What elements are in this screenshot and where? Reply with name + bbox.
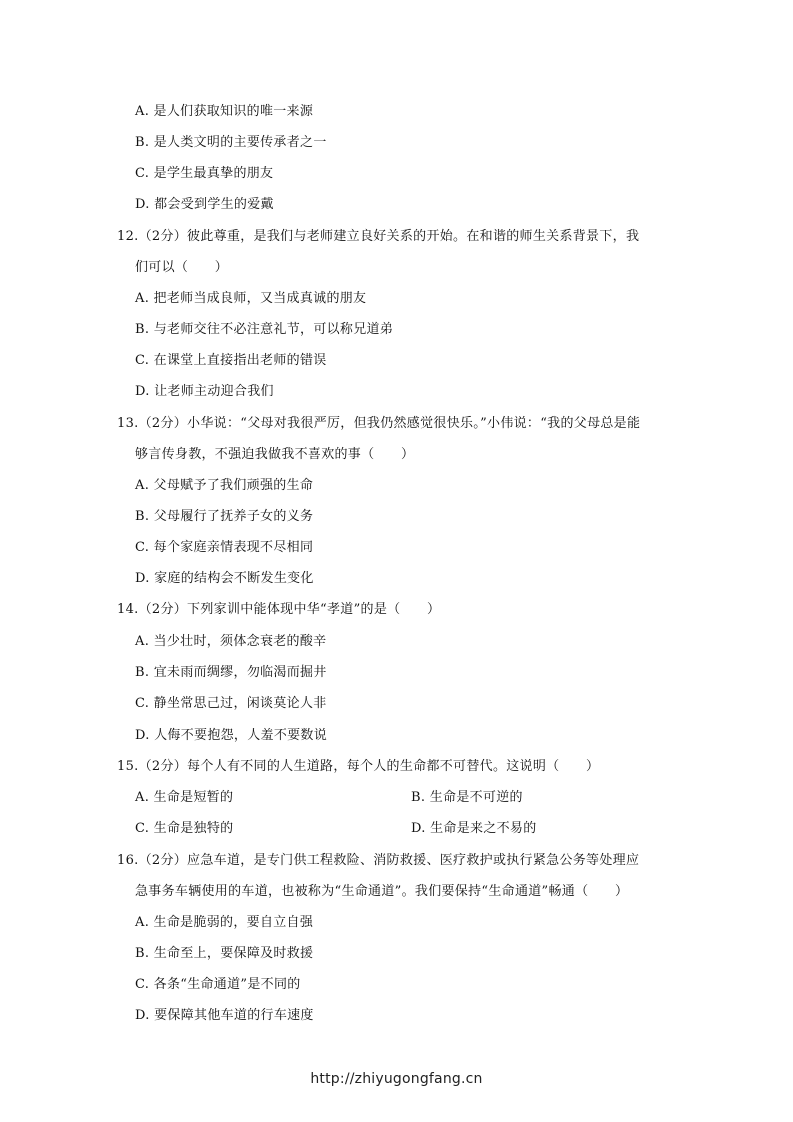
footer-url[interactable]: http://zhiyugongfang.cn bbox=[310, 1071, 483, 1087]
option-b: B. 是人类文明的主要传承者之一 bbox=[135, 135, 327, 150]
question-13-stem-cont: 够言传身教，不强迫我做我不喜欢的事（ ） bbox=[135, 447, 415, 462]
question-15-option-b: B. 生命是不可逆的 bbox=[411, 790, 523, 805]
question-14-stem: 14.（2分）下列家训中能体现中华“孝道”的是（ ） bbox=[117, 602, 441, 617]
question-14-option-b: B. 宜未雨而绸缪，勿临渴而掘井 bbox=[135, 665, 327, 680]
question-16-option-b: B. 生命至上，要保障及时救援 bbox=[135, 946, 314, 961]
question-15-stem: 15.（2分）每个人有不同的人生道路，每个人的生命都不可替代。这说明（ ） bbox=[117, 759, 600, 774]
option-a: A. 是人们获取知识的唯一来源 bbox=[135, 104, 314, 119]
question-15-option-c: C. 生命是独特的 bbox=[135, 821, 234, 836]
question-16-stem-cont: 急事务车辆使用的车道，也被称为“生命通道”。我们要保持“生命通道”畅通（ ） bbox=[135, 884, 629, 899]
question-15-option-a: A. 生命是短暂的 bbox=[135, 790, 234, 805]
question-15-option-d: D. 生命是来之不易的 bbox=[411, 821, 537, 836]
question-13-option-c: C. 每个家庭亲情表现不尽相同 bbox=[135, 540, 314, 555]
question-16-option-a: A. 生命是脆弱的，要自立自强 bbox=[135, 915, 314, 930]
question-13-option-a: A. 父母赋予了我们顽强的生命 bbox=[135, 478, 314, 493]
question-16-stem: 16.（2分）应急车道，是专门供工程救险、消防救援、医疗救护或执行紧急公务等处理应 bbox=[117, 853, 640, 868]
question-16-option-c: C. 各条“生命通道”是不同的 bbox=[135, 977, 301, 992]
question-12-stem-cont: 们可以（ ） bbox=[135, 260, 229, 275]
question-14-option-c: C. 静坐常思己过，闲谈莫论人非 bbox=[135, 696, 327, 711]
option-d: D. 都会受到学生的爱戴 bbox=[135, 197, 274, 212]
question-13-option-b: B. 父母履行了抚养子女的义务 bbox=[135, 509, 314, 524]
question-12-stem: 12.（2分）彼此尊重，是我们与老师建立良好关系的开始。在和谐的师生关系背景下，我 bbox=[117, 229, 640, 244]
question-13-stem: 13.（2分）小华说：“父母对我很严厉，但我仍然感觉很快乐。”小伟说：“我的父母总是能 bbox=[117, 416, 641, 431]
question-16-option-d: D. 要保障其他车道的行车速度 bbox=[135, 1008, 314, 1023]
question-14-option-d: D. 人侮不要抱怨，人羞不要数说 bbox=[135, 728, 328, 743]
question-13-option-d: D. 家庭的结构会不断发生变化 bbox=[135, 571, 314, 586]
question-12-option-b: B. 与老师交往不必注意礼节，可以称兄道弟 bbox=[135, 322, 394, 337]
question-12-option-c: C. 在课堂上直接指出老师的错误 bbox=[135, 353, 327, 368]
question-12-option-d: D. 让老师主动迎合我们 bbox=[135, 384, 274, 399]
option-c: C. 是学生最真挚的朋友 bbox=[135, 166, 274, 181]
question-14-option-a: A. 当少壮时，须体念衰老的酸辛 bbox=[135, 634, 327, 649]
question-12-option-a: A. 把老师当成良师，又当成真诚的朋友 bbox=[135, 291, 367, 306]
